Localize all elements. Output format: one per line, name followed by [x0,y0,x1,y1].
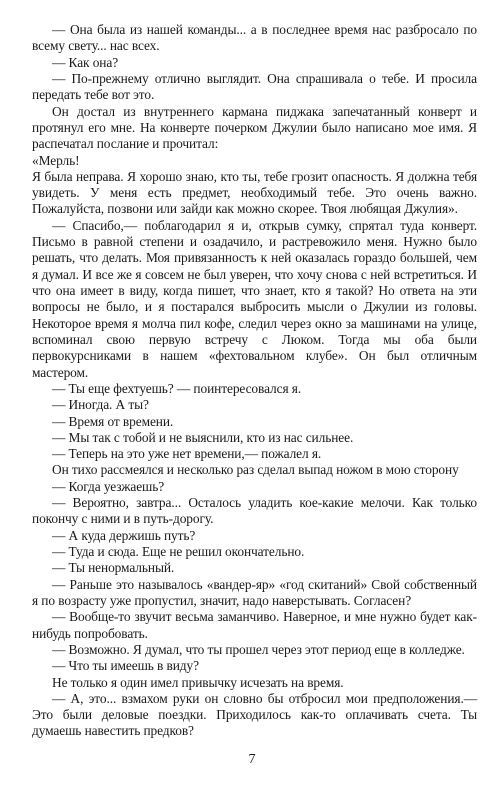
letter-greeting: «Мерль! [32,152,80,168]
paragraph: — Как она? [52,54,119,70]
paragraph: — Время от времени. [52,413,174,429]
paragraph: Он тихо рассмеялся и несколько раз сделал выпад ножом в мою сторону [52,462,459,478]
paragraph: — Вероятно, завтра... Осталось уладить кое-какие мелочи. Как только покончу с ними и в путь-дорогу. [32,495,477,527]
paragraph: — Что ты имеешь в виду? [52,658,199,674]
letter-body: Я была неправа. Я хорошо знаю, кто ты, тебе грозит опасность. Я должна тебя увидеть. У меня есть предмет, необходимый тебе. Это очень важно. Пожалуйста, позвони или зайди как можно скорее. Твоя любящая Джулия». [32,168,477,217]
paragraph: — Она была из нашей команды... а в последнее время нас разбросало по всему свету... нас всех. [32,22,477,54]
paragraph: — Туда и сюда. Еще не решил окончательно. [52,544,305,559]
paragraph: — Ты ненормальный. [52,560,175,576]
paragraph: — Когда уезжаешь? [52,478,165,494]
paragraph: — По-прежнему отлично выглядит. Она спрашивала о тебе. И просила передать тебе вот это. [32,70,477,103]
paragraph: — Раньше это называлось «вандер-яр» «год скитаний» Свой собственный я по возрасту уже пропустил, значит, надо наверстывать. Согласен? [32,576,477,608]
paragraph: — Ты еще фехтуешь? — поинтересовался я. [52,380,302,396]
book-page-text [32,22,477,740]
paragraph: Не только я один имел привычку исчезать на время. [52,674,344,690]
paragraph: Он достал из внутреннего кармана пиджака запечатанный конверт и протянул его мне. На конверте почерком Джулии было написано мое имя. Я распечатал послание и прочитал: [32,103,477,152]
paragraph: — А куда держишь путь? [52,527,196,543]
paragraph: — Теперь на это уже нет времени,— пожалел я. [52,446,322,462]
page-number: 7 [248,752,256,767]
paragraph: — Иногда. А ты? [52,397,149,413]
paragraph: — Мы так с тобой и не выяснили, кто из нас сильнее. [52,429,354,445]
paragraph: — А, это... взмахом руки он словно бы отбросил мои предположения.— Это были деловые поездки. Приходилось как-то оплачивать счета. Ты думаешь навестить предков? [32,690,477,739]
paragraph: — Вообще-то звучит весьма заманчиво. Наверное, и мне нужно будет как-нибудь попробовать. [32,609,477,641]
paragraph: — Возможно. Я думал, что ты прошел через этот период еще в колледже. [52,641,465,657]
paragraph: — Спасибо,— поблагодарил я и, открыв сумку, спрятал туда конверт. Письмо в равной степени и озадачило, и растревожило меня. Нужно было решать, что делать. Моя привязанность к ней оказалась гораздо большей, чем я думал. И все же я совсем не был уверен, что хочу снова с ней встретиться. И что она имеет в виду, когда пишет, что знает, кто я такой? Но ответа на эти вопросы не было, и я постарался выбросить мысли о Джулии из головы. Некоторое время я молча пил кофе, следил через окно за машинами на улице, вспоминал свою первую встречу с Люком. Тогда мы оба были первокурсниками в нашем «фехтовальном клубе». Он был отличным мастером. [32,217,477,380]
